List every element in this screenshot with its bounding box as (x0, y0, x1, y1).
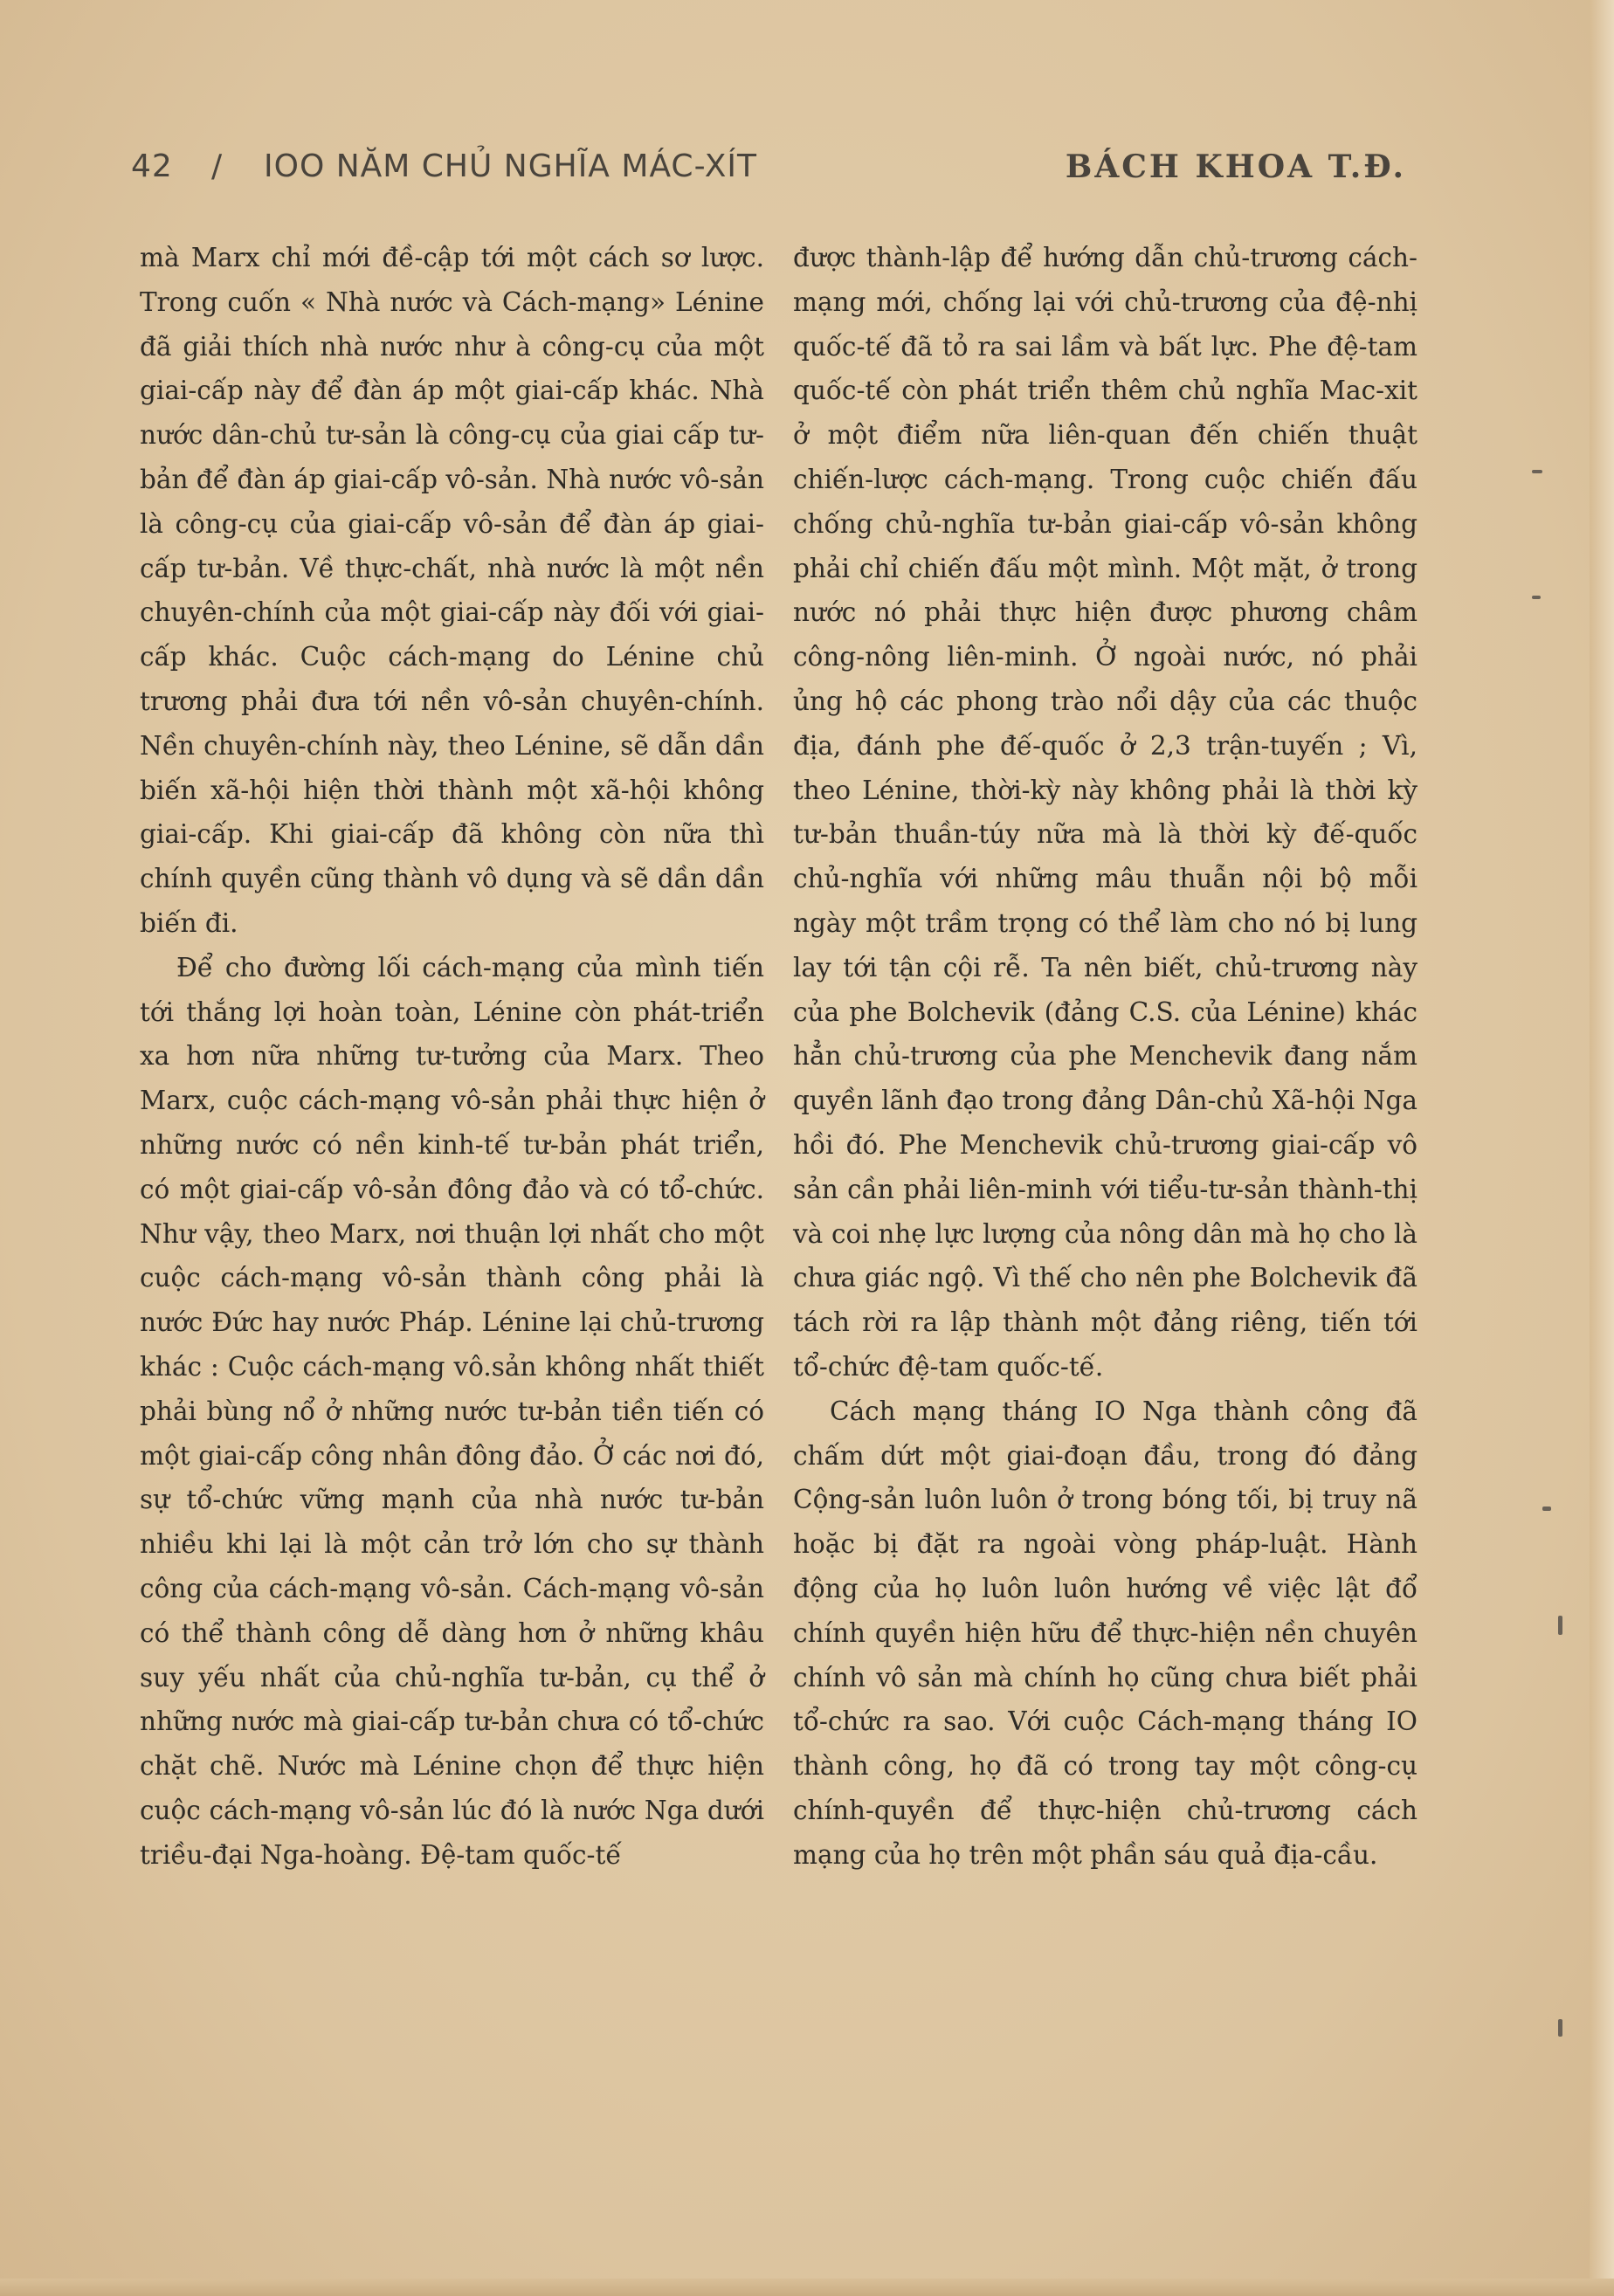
margin-mark (1532, 596, 1541, 599)
right-paragraph-1: được thành-lập để hướng dẫn chủ-trương cách-mạng mới, chống lại với chủ-trương của đệ-nhị quốc-tế đã tỏ ra sai lầm và bất lực. Phe đệ-tam quốc-tế còn phát triển thêm chủ nghĩa Mac-xit ở một điểm nữa liên-quan đến chiến thuật chiến-lược cách-mạng. Trong cuộc chiến đấu chống chủ-nghĩa tư-bản giai-cấp vô-sản không phải chỉ chiến đấu một mình. Một mặt, ở trong nước nó phải thực hiện được phương châm công-nông liên-minh. Ở ngoài nước, nó phải ủng hộ các phong trào nổi dậy của các thuộc địa, đánh phe đế-quốc ở 2,3 trận-tuyến ; Vì, theo Lénine, thời-kỳ này không phải là thời kỳ tư-bản thuần-túy nữa mà là thời kỳ đế-quốc chủ-nghĩa với những mâu thuẫn nội bộ mỗi ngày một trầm trọng có thể làm cho nó bị lung lay tới tận cội rễ. Ta nên biết, chủ-trương này của phe Bolchevik (đảng C.S. của Lénine) khác hẳn chủ-trương của phe Menchevik đang nắm quyền lãnh đạo trong đảng Dân-chủ Xã-hội Nga hồi đó. Phe Menchevik chủ-trương giai-cấp vô sản cần phải liên-minh với tiểu-tư-sản thành-thị và coi nhẹ lực lượng của nông dân mà họ cho là chưa giác ngộ. Vì thế cho nên phe Bolchevik đã tách rời ra lập thành một đảng riêng, tiến tới tổ-chức đệ-tam quốc-tế. (793, 243, 1417, 1382)
page-edge-bottom (0, 2279, 1614, 2296)
journal-name: BÁCH KHOA T.Đ. (1065, 148, 1406, 185)
running-header (131, 148, 1406, 201)
series-title: IOO NĂM CHỦ NGHĨA MÁC-XÍT (264, 148, 758, 184)
left-paragraph-2: Để cho đường lối cách-mạng của mình tiến tới thắng lợi hoàn toàn, Lénine còn phát-triển xa hơn nữa những tư-tưởng của Marx. Theo Marx, cuộc cách-mạng vô-sản phải thực hiện ở những nước có nền kinh-tế tư-bản phát triển, có một giai-cấp vô-sản đông đảo và có tổ-chức. Như vậy, theo Marx, nơi thuận lợi nhất cho một cuộc cách-mạng vô-sản thành công phải là nước Đức hay nước Pháp. Lénine lại chủ-trương khác : Cuộc cách-mạng vô.sản không nhất thiết phải bùng nổ ở những nước tư-bản tiền tiến có một giai-cấp công nhân đông đảo. Ở các nơi đó, sự tổ-chức vững mạnh của nhà nước tư-bản nhiều khi lại là một cản trở lớn cho sự thành công của cách-mạng vô-sản. Cách-mạng vô-sản có thể thành công dễ dàng hơn ở những khâu suy yếu nhất của chủ-nghĩa tư-bản, cụ thể ở những nước mà giai-cấp tư-bản chưa có tổ-chức chặt chẽ. Nước mà Lénine chọn để thực hiện cuộc cách-mạng vô-sản lúc đó là nước Nga dưới triều-đại Nga-hoàng. Đệ-tam quốc-tế (140, 952, 764, 1870)
margin-mark (1532, 470, 1542, 473)
left-column (140, 236, 764, 1877)
margin-mark (1558, 2019, 1562, 2037)
right-column (793, 236, 1417, 1877)
margin-mark (1558, 1616, 1562, 1635)
right-paragraph-2: Cách mạng tháng IO Nga thành công đã chấm dứt một giai-đoạn đầu, trong đó đảng Cộng-sản luôn luôn ở trong bóng tối, bị truy nã hoặc bị đặt ra ngoài vòng pháp-luật. Hành động của họ luôn luôn hướng về việc lật đổ chính quyền hiện hữu để thực-hiện nền chuyên chính vô sản mà chính họ cũng chưa biết phải tổ-chức ra sao. Với cuộc Cách-mạng tháng IO thành công, họ đã có trong tay một công-cụ chính-quyền để thực-hiện chủ-trương cách mạng của họ trên một phần sáu quả địa-cầu. (793, 1396, 1417, 1870)
page-edge-right (1590, 0, 1614, 2296)
left-paragraph-1: mà Marx chỉ mới đề-cập tới một cách sơ lược. Trong cuốn « Nhà nước và Cách-mạng» Lénine đã giải thích nhà nước như à công-cụ của một giai-cấp này để đàn áp một giai-cấp khác. Nhà nước dân-chủ tư-sản là công-cụ của giai cấp tư-bản để đàn áp giai-cấp vô-sản. Nhà nước vô-sản là công-cụ của giai-cấp vô-sản để đàn áp giai-cấp tư-bản. Về thực-chất, nhà nước là một nền chuyên-chính của một giai-cấp này đối với giai-cấp khác. Cuộc cách-mạng do Lénine chủ trương phải đưa tới nền vô-sản chuyên-chính. Nền chuyên-chính này, theo Lénine, sẽ dẫn dần biến xã-hội hiện thời thành một xã-hội không giai-cấp. Khi giai-cấp đã không còn nữa thì chính quyền cũng thành vô dụng và sẽ dần dần biến đi. (140, 243, 764, 938)
page-number: 42 (131, 148, 173, 184)
margin-mark (1542, 1507, 1551, 1511)
header-separator: / (211, 148, 224, 184)
